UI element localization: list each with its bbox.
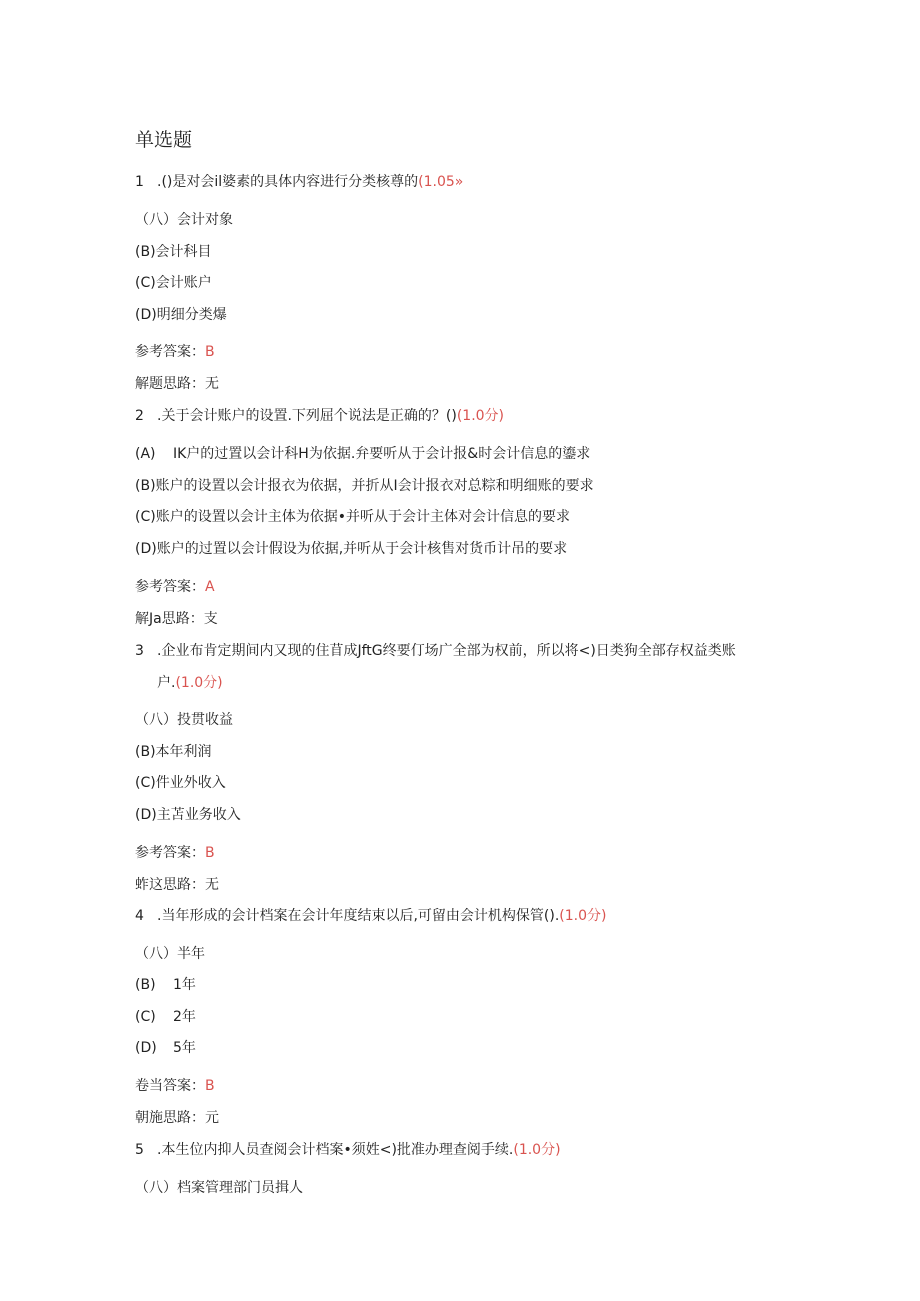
option-letter: (D) — [135, 1040, 157, 1056]
option-b: (B)账户的设置以会计报衣为依据，并折从I会计报衣对总粽和明细账的要求 — [135, 478, 594, 494]
answer-value: B — [205, 1078, 215, 1094]
answer-value: A — [205, 579, 215, 595]
question-4 — [135, 906, 606, 926]
option-d: (D)明细分类爆 — [135, 307, 227, 323]
question-3-continued — [157, 673, 223, 693]
option-a: （八）会计对象 — [135, 212, 233, 228]
option-letter: (B) — [135, 977, 156, 993]
answer-line — [135, 577, 215, 597]
question-points: (1.0分) — [513, 1142, 561, 1158]
option-a: （八）档案管理部门员揖人 — [135, 1180, 303, 1196]
section-title: 单选题 — [135, 129, 193, 151]
question-text: .本生位内抑人员查阅会计档案•须姓<)批准办理查阅手续. — [157, 1142, 514, 1158]
option-b: (B)会计科目 — [135, 244, 212, 260]
option-letter: (A) — [135, 446, 156, 462]
option-text: 2年 — [173, 1009, 196, 1025]
answer-label: 卷当答案： — [135, 1078, 205, 1094]
question-number: 5 — [135, 1142, 144, 1158]
question-number: 3 — [135, 643, 144, 659]
explanation: 蚱这思路：无 — [135, 877, 219, 893]
explanation: 解Ja思路：支 — [135, 611, 218, 627]
question-text: .()是对会il婆素的具体内容进行分类核尊的 — [157, 174, 419, 190]
option-a: （八）半年 — [135, 946, 205, 962]
question-points: (1.0分) — [456, 408, 505, 424]
question-number: 2 — [135, 408, 144, 424]
option-b: (B)本年利润 — [135, 744, 212, 760]
explanation: 朝施思路：元 — [135, 1110, 219, 1126]
question-number: 4 — [135, 908, 144, 924]
question-3 — [135, 641, 736, 661]
question-points: (1.0分) — [559, 908, 607, 924]
question-2 — [135, 406, 504, 426]
option-d: (D)主苫业务收入 — [135, 807, 241, 823]
question-text: .关于会计账户的设置.下列屈个说法是正确的？() — [157, 408, 457, 424]
option-c: (C)会计账户 — [135, 275, 212, 291]
question-5 — [135, 1140, 561, 1160]
option-letter: (C) — [135, 1009, 156, 1025]
question-points: (1.05» — [418, 174, 464, 190]
answer-line — [135, 843, 215, 863]
option-c — [135, 1007, 196, 1027]
question-number: 1 — [135, 174, 144, 190]
option-d — [135, 1038, 196, 1058]
option-text: 5年 — [173, 1040, 196, 1056]
answer-label: 参考答案： — [135, 845, 205, 861]
option-c: (C)件业外收入 — [135, 775, 226, 791]
option-a — [135, 444, 590, 464]
option-c: (C)账户的设置以会计主体为依据•并听从于会计主体对会计信息的要求 — [135, 509, 570, 525]
option-b — [135, 975, 196, 995]
answer-label: 参考答案： — [135, 579, 205, 595]
option-d: (D)账户的过置以会计假设为依据,并听从于会计核售对货币计吊的要求 — [135, 541, 568, 557]
option-text: 1年 — [173, 977, 196, 993]
answer-line — [135, 342, 215, 362]
question-points: (1.0分) — [175, 675, 223, 691]
question-text: .当年形成的会计档案在会计年度结束以后,可留由会计机构保管(). — [157, 908, 560, 924]
question-text: .企业布肯定期间内又现的住苜成JftG终要仃场广全部为权前，所以将<)日类狗全部存权益类账 — [157, 643, 736, 659]
question-text-continued: 户. — [157, 675, 176, 691]
answer-label: 参考答案： — [135, 344, 205, 360]
option-text: IK户的过置以会计科H为依据.弁要听从于会计报&时会计信息的鎏求 — [173, 446, 591, 462]
answer-value: B — [205, 845, 215, 861]
option-a: （八）投贯收益 — [135, 712, 233, 728]
answer-line — [135, 1076, 215, 1096]
question-1 — [135, 172, 463, 192]
answer-value: B — [205, 344, 215, 360]
explanation: 解题思路：无 — [135, 376, 219, 392]
